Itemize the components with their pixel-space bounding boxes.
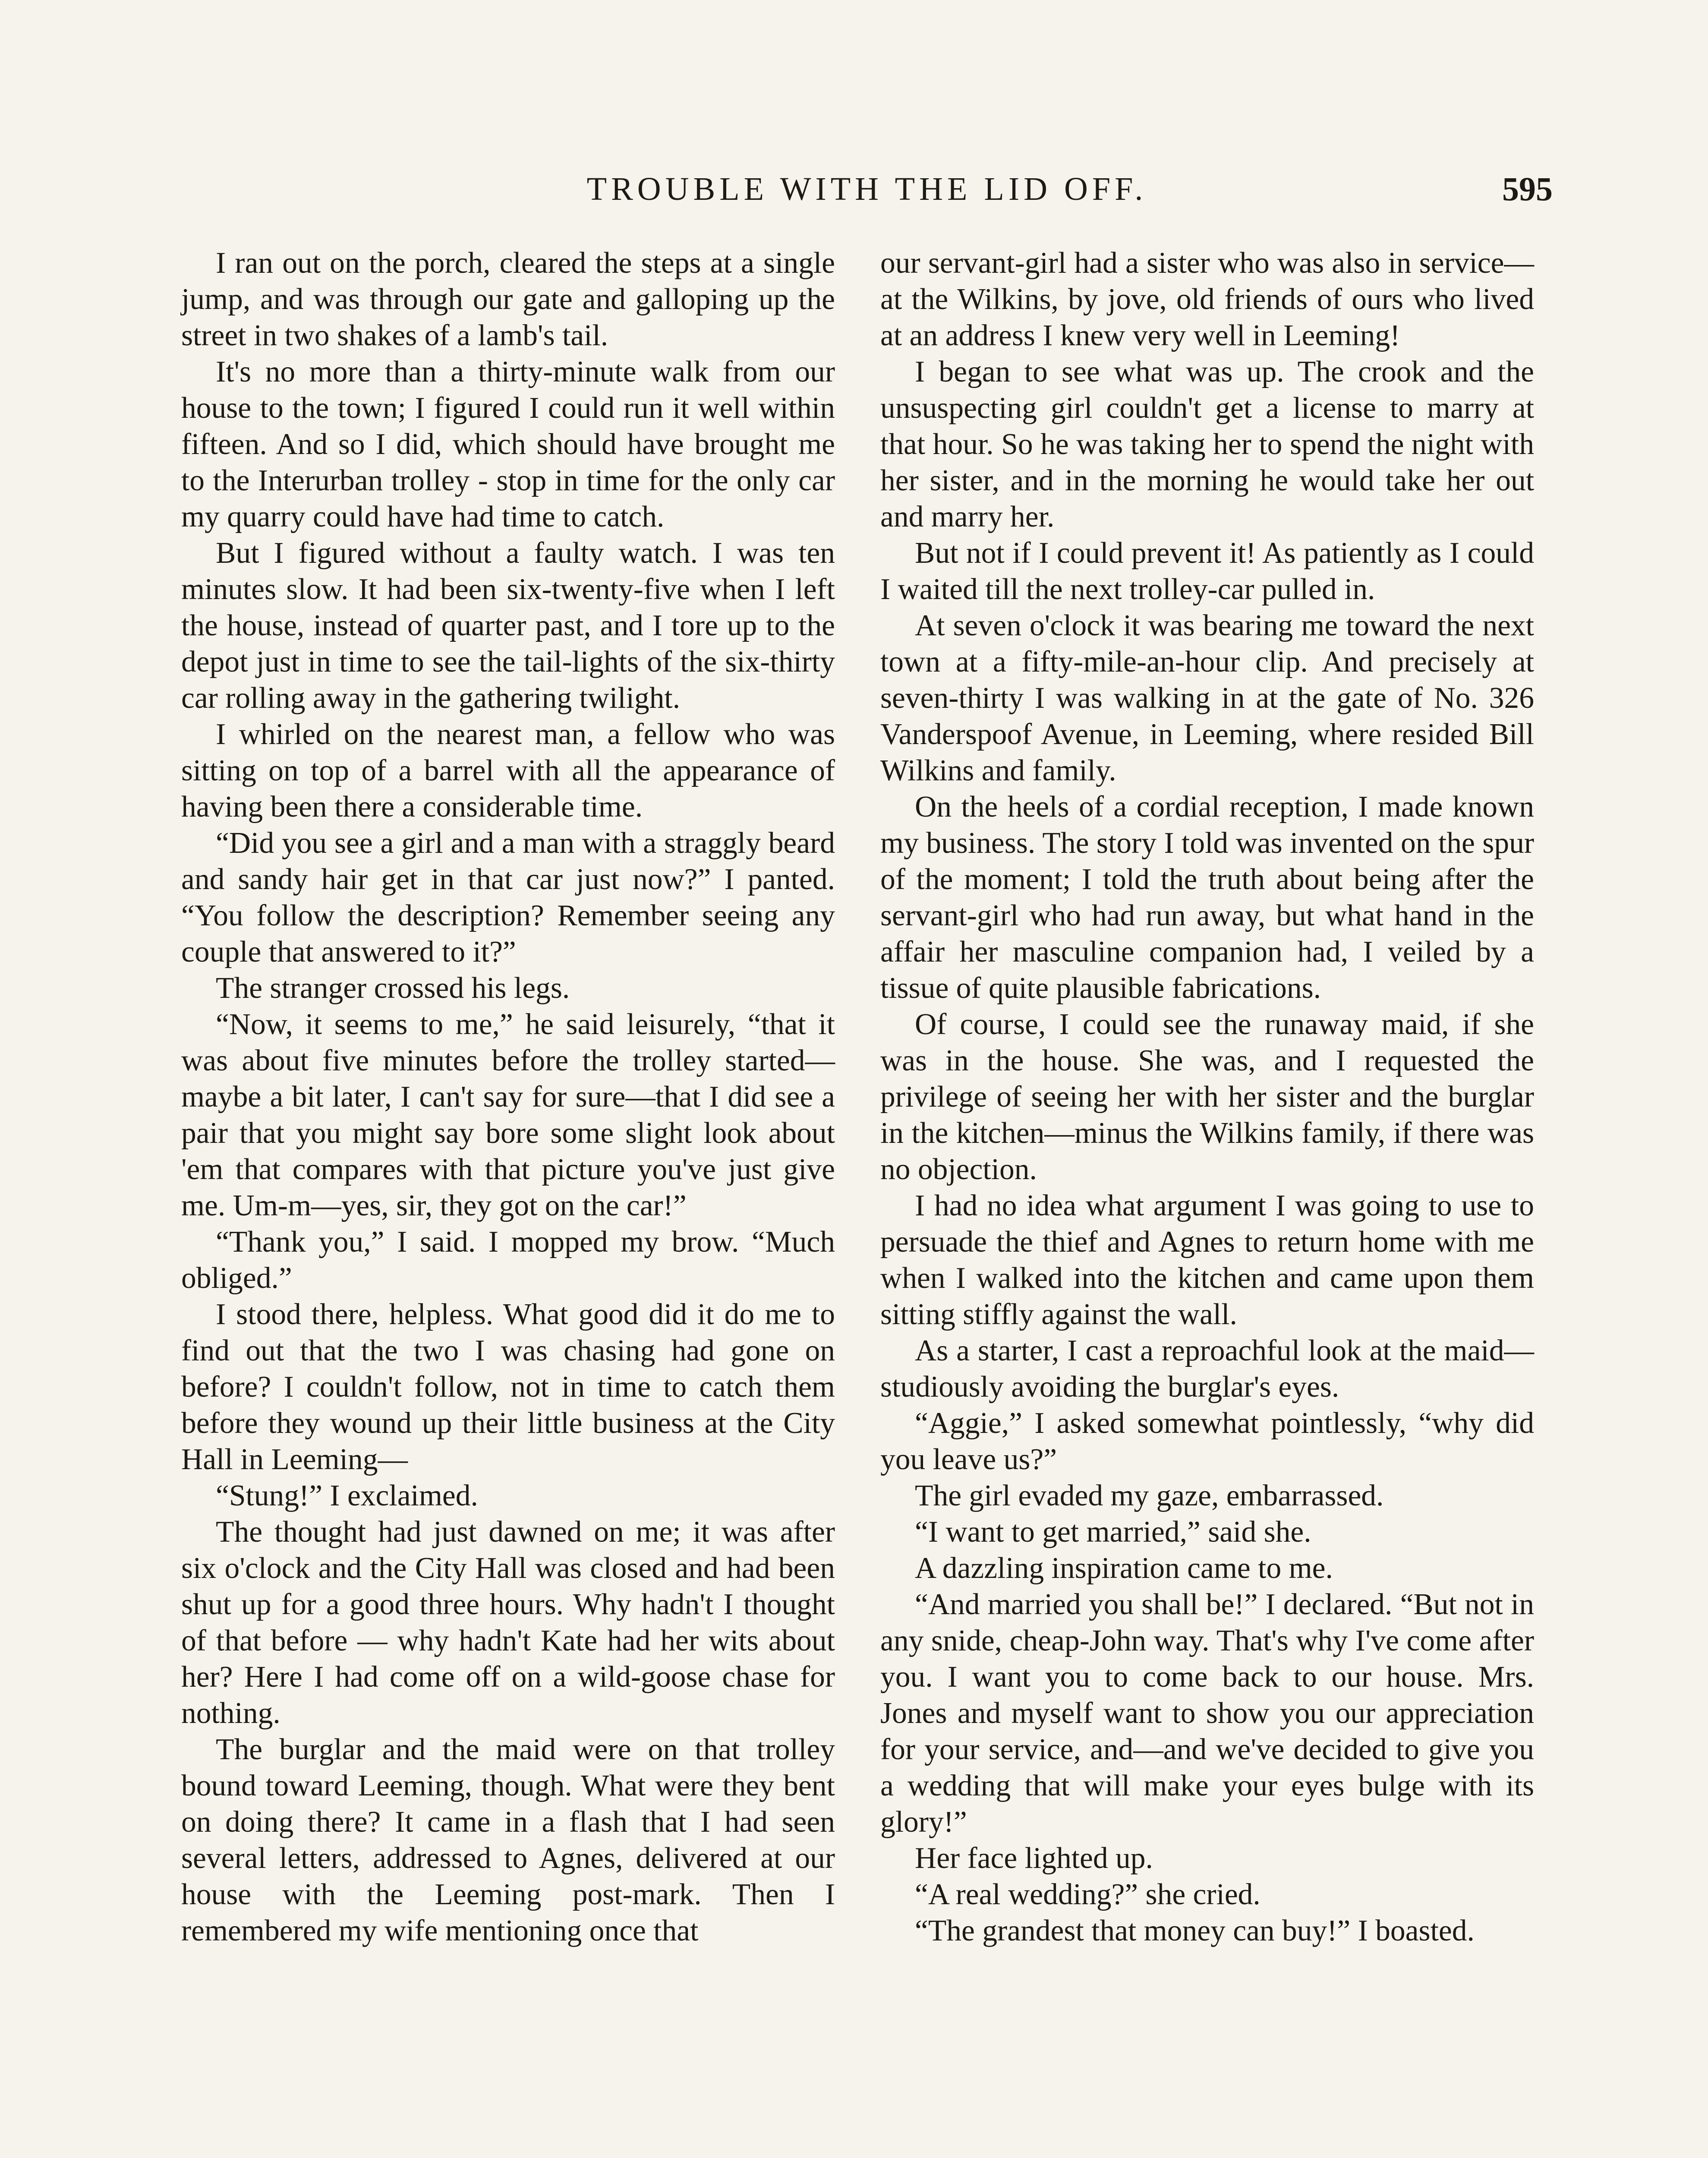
- paragraph: The stranger crossed his legs.: [216, 972, 570, 1005]
- paragraph: “And married you shall be!” I declared. “But not in any snide, cheap-John way. That's why I've come after you. I want you to come back to our house. Mrs. Jones and myself want to show you our appreciation for your service, and—and we've decided to give you a wedding that will make your eyes bulge with its glory!”: [880, 1588, 1534, 1839]
- paragraph: Of course, I could see the runaway maid, if she was in the house. She was, and I requested the privilege of seeing her with her sister and the burglar in the kitchen—minus the Wilkins family, if there was no objection.: [880, 1008, 1534, 1186]
- paragraph: I began to see what was up. The crook and the unsuspecting girl couldn't get a license to marry at that hour. So he was taking her to spend the night with her sister, and in the morning he would take her out and marry her.: [880, 355, 1534, 533]
- paragraph: “Thank you,” I said. I mopped my brow. “Much obliged.”: [181, 1225, 835, 1295]
- paragraph: At seven o'clock it was bearing me toward the next town at a fifty-mile-an-hour clip. And precisely at seven-thirty I was walking in at the gate of No. 326 Vanderspoof Avenue, in Leeming, where resided Bill Wilkins and family.: [880, 609, 1534, 787]
- paragraph: But not if I could prevent it! As patiently as I could I waited till the next trolley-car pulled in.: [880, 536, 1534, 606]
- paragraph: “Now, it seems to me,” he said leisurely, “that it was about five minutes before the trolley started—maybe a bit later, I can't say for sure—that I did see a pair that you might say bore some slight look about 'em that compares with that picture you've just give me. Um-m—yes, sir, they got on the car!”: [181, 1008, 835, 1222]
- paragraph: But I figured without a faulty watch. I was ten minutes slow. It had been six-twenty-five when I left the house, instead of quarter past, and I tore up to the depot just in time to see the tail-lights of the six-thirty car rolling away in the gathering twilight.: [181, 536, 835, 715]
- paragraph: As a starter, I cast a reproachful look at the maid—studiously avoiding the burglar's eyes.: [880, 1334, 1534, 1404]
- paragraph: The burglar and the maid were on that trolley bound toward Leeming, though. What were they bent on doing there? It came in a flash that I had seen several letters, addressed to Agnes, delivered at our house with the Leeming post-mark. Then I remembered my wife mentioning once that: [181, 1733, 835, 1947]
- right-column: [880, 245, 1534, 1949]
- paragraph: Her face lighted up.: [915, 1842, 1153, 1875]
- paragraph: “A real wedding?” she cried.: [915, 1878, 1261, 1911]
- paragraph: I had no idea what argument I was going to use to persuade the thief and Agnes to return home with me when I walked into the kitchen and came upon them sitting stiffly against the wall.: [880, 1189, 1534, 1331]
- paragraph: “The grandest that money can buy!” I boasted.: [915, 1914, 1475, 1947]
- paragraph: I whirled on the nearest man, a fellow who was sitting on top of a barrel with all the appearance of having been there a considerable time.: [181, 718, 835, 823]
- paragraph: I ran out on the porch, cleared the steps at a single jump, and was through our gate and galloping up the street in two shakes of a lamb's tail.: [181, 246, 835, 352]
- paragraph: I stood there, helpless. What good did it do me to find out that the two I was chasing had gone on before? I couldn't follow, not in time to catch them before they wound up their little business at the City Hall in Leeming—: [181, 1298, 835, 1476]
- paragraph: “Stung!” I exclaimed.: [216, 1479, 478, 1512]
- paragraph: “Did you see a girl and a man with a straggly beard and sandy hair get in that car just now?” I panted. “You follow the description? Remember seeing any couple that answered to it?”: [181, 827, 835, 969]
- left-column: [181, 245, 835, 1949]
- running-title: TROUBLE WITH THE LID OFF.: [586, 171, 1147, 207]
- page-header: [181, 163, 1553, 215]
- paragraph: “I want to get married,” said she.: [915, 1515, 1311, 1549]
- page-number: 595: [1502, 170, 1553, 208]
- paragraph: A dazzling inspiration came to me.: [915, 1552, 1333, 1585]
- paragraph: It's no more than a thirty-minute walk from our house to the town; I figured I could run it well within fifteen. And so I did, which should have brought me to the Interurban trolley - stop in time for the only car my quarry could have had time to catch.: [181, 355, 835, 533]
- paragraph: The thought had just dawned on me; it was after six o'clock and the City Hall was closed and had been shut up for a good three hours. Why hadn't I thought of that before — why hadn't Kate had her wits about her? Here I had come off on a wild-goose chase for nothing.: [181, 1515, 835, 1730]
- paragraph: The girl evaded my gaze, embarrassed.: [915, 1479, 1384, 1512]
- paragraph: On the heels of a cordial reception, I made known my business. The story I told was invented on the spur of the moment; I told the truth about being after the servant-girl who had run away, but what hand in the affair her masculine companion had, I veiled by a tissue of quite plausible fabrications.: [880, 790, 1534, 1005]
- paragraph: “Aggie,” I asked somewhat pointlessly, “why did you leave us?”: [880, 1407, 1534, 1476]
- paragraph-continuation: our servant-girl had a sister who was also in service—at the Wilkins, by jove, old friends of ours who lived at an address I knew very well in Leeming!: [880, 246, 1534, 352]
